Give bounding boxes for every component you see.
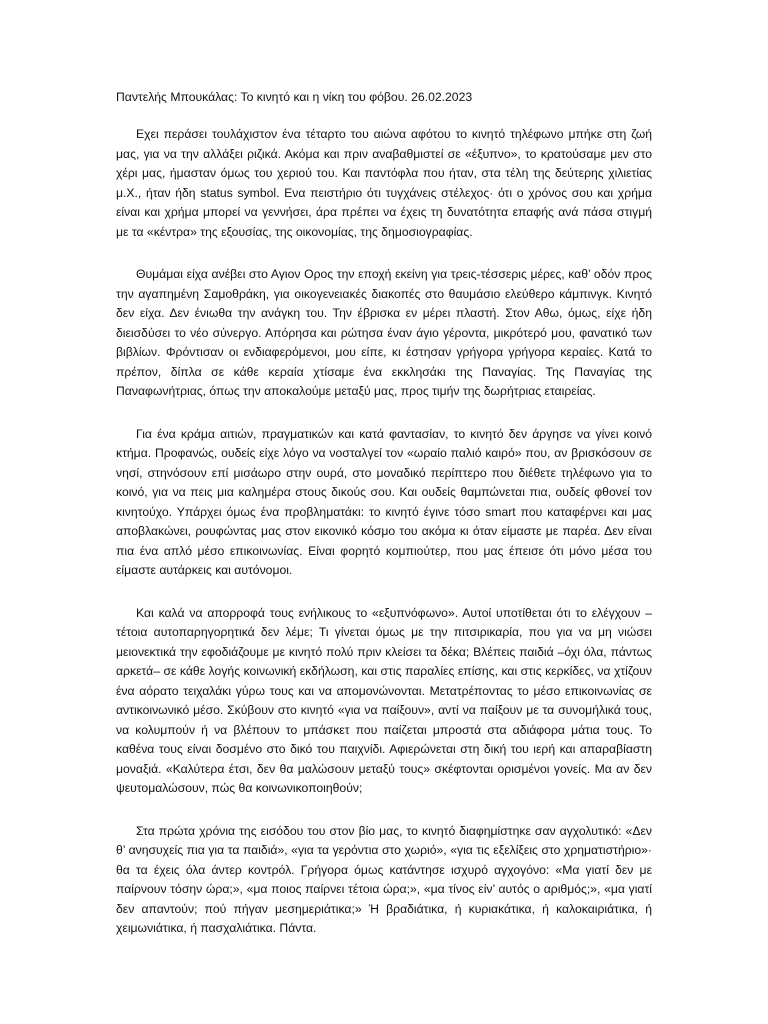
paragraph-2: Θυμάμαι είχα ανέβει στο Αγιον Ορος την εποχή εκείνη για τρεις-τέσσερις μέρες, καθ’ οδόν προς την αγαπημένη Σαμοθράκη, για οικογενειακές διακοπές στο θαυμάσιο ελεύθερο κάμπινγκ. Κινητό δεν είχα. Δεν ένιωθα την ανάγκη του. Την έβρισκα εν μέρει πλαστή. Στον Αθω, όμως, είχε ήδη διεισδύσει το νέο σύνεργο. Απόρησα και ρώτησα έναν άγιο γέροντα, μικρότερό μου, φανατικό των βιβλίων. Φρόντισαν οι ενδιαφερόμενοι, μου είπε, κι έστησαν γρήγορα γρήγορα κεραίες. Κατά το πρέπον, δίπλα σε κάθε κεραία χτίσαμε ένα εκκλησάκι της Παναγίας. Της Παναγίας της Παναφωνήτριας, όπως την αποκαλούμε μεταξύ μας, προς τιμήν της δωρήτριας εταιρείας. <box>116 267 652 398</box>
paragraph-3: Για ένα κράμα αιτιών, πραγματικών και κατά φαντασίαν, το κινητό δεν άργησε να γίνει κοινό κτήμα. Προφανώς, ουδείς είχε λόγο να νοσταλγεί τον «ωραίο παλιό καιρό» που, αν βρισκόσουν σε νησί, στηνόσουν επί μισάωρο στην ουρά, στο μοναδικό περίπτερο που διέθετε τηλέφωνο για το κοινό, για να πεις μια καλημέρα στους δικούς σου. Και ουδείς θαμπώνεται πια, ουδείς φθονεί τον κινητούχο. Υπάρχει όμως ένα προβληματάκι: το κινητό έγινε τόσο smart που καταφέρνει και μας αποβλακώνει, ρουφώντας μας στον εικονικό κόσμο του ακόμα κι όταν είμαστε με παρέα. Δεν είναι πια ένα απλό μέσο επικοινωνίας. Είναι φορητό κομπιούτερ, που μας έπεισε ότι μόνο μέσα του είμαστε αυτάρκεις και αυτόνομοι. <box>116 426 652 577</box>
document-title: Παντελής Μπουκάλας: Το κινητό και η νίκη του φόβου. 26.02.2023 <box>116 90 473 104</box>
paragraph-4: Και καλά να απορροφά τους ενήλικους το «εξυπνόφωνο». Αυτοί υποτίθεται ότι το ελέγχουν – τέτοια αυτοπαρηγορητικά δεν λέμε; Τι γίνεται όμως με την πιτσιρικαρία, που για να μη νιώσει μειονεκτικά την εφοδιάζουμε με κινητό πολύ πριν κλείσει τα δέκα; Βλέπεις παιδιά –όχι όλα, πάντως αρκετά– σε κάθε λογής κοινωνική εκδήλωση, και στις παραλίες επίσης, και στις κερκίδες, να χτίζουν ένα αόρατο τειχαλάκι γύρω τους και να απομονώνονται. Μετατρέποντας το μέσο επικοινωνίας σε αντικοινωνικό μέσο. Σκύβουν στο κινητό «για να παίξουν», αντί να παίξουν με τα συνομήλικά τους, να κολυμπούν ή να βλέπουν το μπάσκετ που παίζεται μπροστά στα αδιάφορα μάτια τους. Το καθένα τους είναι δοσμένο στο δικό του παιχνίδι. Αφιερώνεται στη δική του ιερή και απαραβίαστη μοναξιά. «Καλύτερα έτσι, δεν θα μαλώσουν μεταξύ τους» σκέφτονται ορισμένοι γονείς. Μα αν δεν ψευτομαλώσουν, πώς θα κοινωνικοποιηθούν; <box>116 605 652 795</box>
paragraph-1: Εχει περάσει τουλάχιστον ένα τέταρτο του αιώνα αφότου το κινητό τηλέφωνο μπήκε στη ζωή μας, για να την αλλάξει ριζικά. Ακόμα και πριν αναβαθμιστεί σε «έξυπνο», το κρατούσαμε μεν στο χέρι μας, ήμασταν όμως του χεριού του. Και παντόφλα που ήταν, στα τέλη της δεύτερης χιλιετίας μ.Χ., ήταν ήδη status symbol. Ενα πειστήριο ότι τυγχάνεις στέλεχος· ότι ο χρόνος σου και χρήμα είναι και χρήμα μπορεί να γεννήσει, άρα πρέπει να έχεις τη δυνατότητα επαφής ανά πάσα στιγμή με τα «κέντρα» της εξουσίας, της οικονομίας, της δημοσιογραφίας. <box>116 127 652 239</box>
document-body <box>116 125 652 962</box>
paragraph-5: Στα πρώτα χρόνια της εισόδου του στον βίο μας, το κινητό διαφημίστηκε σαν αγχολυτικό: «Δεν θ’ ανησυχείς πια για τα παιδιά», «για τα γερόντια στο χωριό», «για τις εξελίξεις στο χρηματιστήριο»· θα τα έχεις όλα άντερ κοντρόλ. Γρήγορα όμως κατάντησε ισχυρό αγχογόνο: «Μα γιατί δεν με παίρνουν τόσην ώρα;», «μα ποιος παίρνει τέτοια ώρα;», «μα τίνος είν’ αυτός ο αριθμός;», «μα γιατί δεν απαντούν; πού πήγαν μεσημεριάτικα;» Ή βραδιάτικα, ή κυριακάτικα, ή καλοκαιριάτικα, ή χειμωνιάτικα, ή πασχαλιάτικα. Πάντα. <box>116 823 652 935</box>
